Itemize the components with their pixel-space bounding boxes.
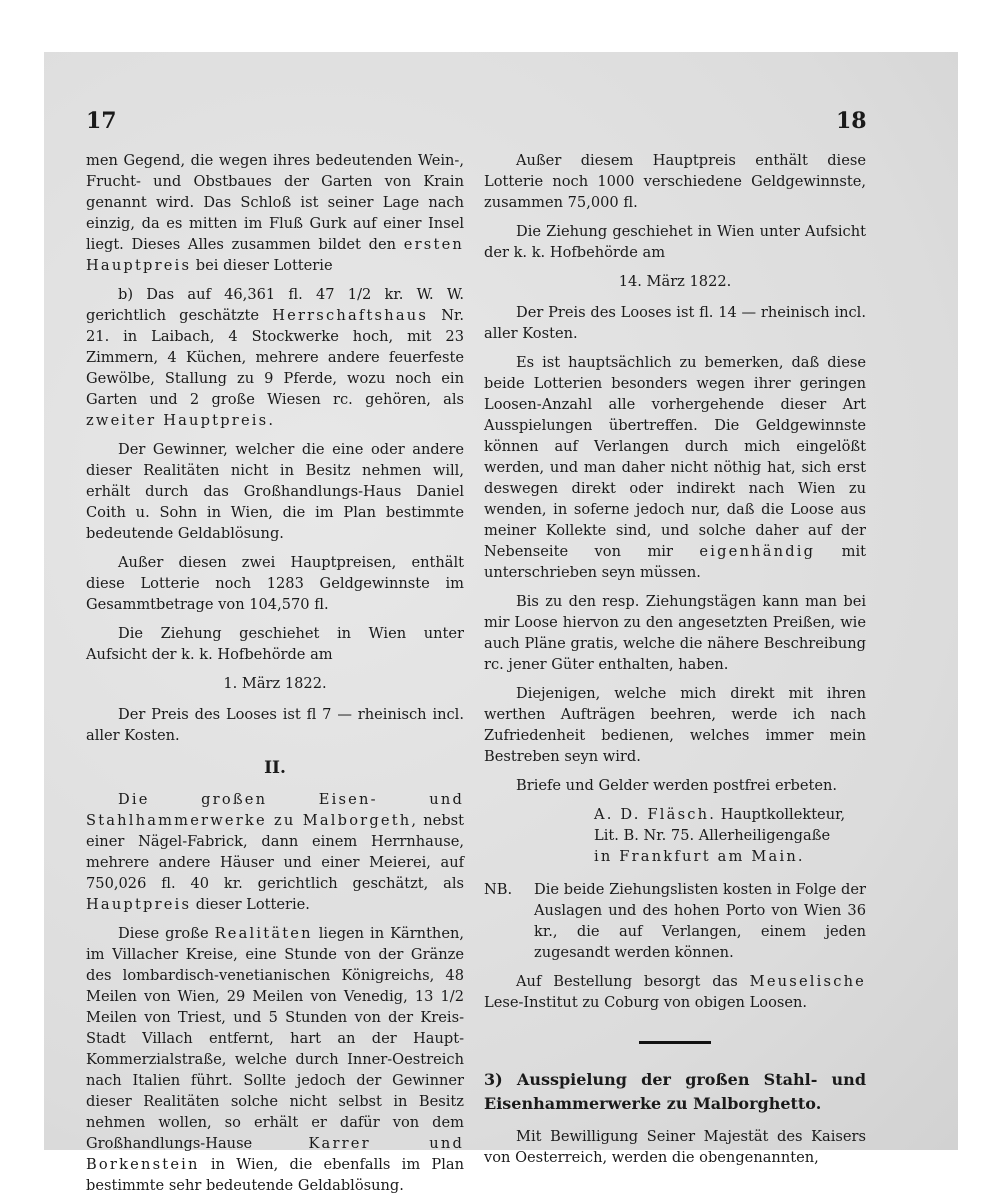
drawing-date: 14. März 1822. (618, 273, 732, 290)
paragraph: Mit Bewilligung Seiner Majestät des Kaisers von Oesterreich, werden die obengenannten, (484, 1128, 866, 1166)
right-page-number: 18 (836, 108, 867, 134)
collector-name: A. D. Fläsch. (594, 806, 717, 823)
paragraph: Die Ziehung geschiehet in Wien unter Aufsicht der k. k. Hofbehörde am (484, 223, 866, 261)
right-column (484, 150, 866, 1176)
paragraph: Es ist hauptsächlich zu bemerken, daß diese beide Lotterien besonders wegen ihrer geringen Loosen-Anzahl alle vorhergehende dieser Art Ausspielungen übertreffen. Die Geldgewinnste können auf Verlangen durch mich eingelößt werden, und man daher nicht nöthig hat, sich erst deswegen direkt oder indirekt nach Wien zu wenden, in soferne jedoch nur, daß die Loose aus meiner Kollekte sind, und solche daher auf der Nebenseite von mir eigenhändig mit unterschrieben seyn müssen. (484, 354, 867, 581)
paragraph: Die Ziehung geschiehet in Wien unter Aufsicht der k. k. Hofbehörde am (86, 625, 464, 663)
collector-city: in Frankfurt am Main. (594, 848, 805, 865)
left-page-number: 17 (86, 108, 117, 134)
paragraph: Der Preis des Looses ist fl. 14 — rheinisch incl. aller Kosten. (484, 304, 866, 342)
paragraph: Diejenigen, welche mich direkt mit ihren werthen Aufträgen beehren, werde ich nach Zufriedenheit bedienen, welches immer mein Bestreben seyn wird. (484, 685, 866, 765)
section-number: II. (264, 758, 286, 778)
collector-signature (484, 804, 866, 867)
left-column (86, 150, 464, 1204)
paragraph: Außer diesen zwei Hauptpreisen, enthält diese Lotterie noch 1283 Geldgewinnste im Gesammtbetrage von 104,570 fl. (86, 554, 464, 613)
paragraph: Der Gewinner, welcher die eine oder andere dieser Realitäten nicht in Besitz nehmen will, erhält durch das Großhandlungs-Haus Daniel Coith u. Sohn in Wien, die im Plan bestimmte bedeutende Geldablösung. (86, 441, 464, 542)
collector-address: Lit. B. Nr. 75. Allerheiligengaße (594, 827, 831, 844)
paragraph: Auf Bestellung besorgt das Meuselische Lese-Institut zu Coburg von obigen Loosen. (484, 973, 867, 1011)
section-divider (639, 1041, 711, 1044)
paragraph: Briefe und Gelder werden postfrei erbeten. (516, 777, 838, 794)
nota-bene (484, 879, 866, 963)
paragraph: Die großen Eisen- und Stahlhammerwerke zu Malborgeth, nebst einer Nägel-Fabrick, dann einem Herrnhause, mehrere andere Häuser und einer Meierei, auf 750,026 fl. 40 kr. gerichtlich geschätzt, als Hauptpreis dieser Lotterie. (86, 791, 465, 913)
paragraph: b) Das auf 46,361 fl. 47 1/2 kr. W. W. gerichtlich geschätzte Herrschaftshaus Nr. 21. in Laibach, 4 Stockwerke hoch, mit 23 Zimmern, 4 Küchen, mehrere andere feuerfeste Gewölbe, Stallung zu 9 Pferde, wozu noch ein Garten und 2 große Wiesen rc. gehören, als zweiter Hauptpreis. (86, 286, 465, 429)
nb-text: Die beide Ziehungslisten kosten in Folge der Auslagen und des hohen Porto von Wien 36 kr., die auf Verlangen, einem jeden zugesandt werden können. (534, 881, 866, 961)
paragraph: Bis zu den resp. Ziehungstägen kann man bei mir Loose hiervon zu den angesetzten Preißen, wie auch Pläne gratis, welche die nähere Beschreibung rc. jener Güter enthalten, haben. (484, 593, 866, 673)
collector-title: Hauptkollekteur, (720, 806, 846, 823)
section-heading: 3) Ausspielung der großen Stahl- und Eisenhammerwerke zu Malborghetto. (484, 1070, 866, 1113)
paragraph: men Gegend, die wegen ihres bedeutenden Wein-, Frucht- und Obstbaues der Garten von Krain genannt wird. Das Schloß ist seiner Lage nach einzig, da es mitten im Fluß Gurk auf einer Insel liegt. Dieses Alles zusammen bildet den ersten Hauptpreis bei dieser Lotterie (86, 152, 464, 274)
paragraph: Diese große Realitäten liegen in Kärnthen, im Villacher Kreise, eine Stunde von der Gränze des lombardisch-venetianischen Königreichs, 48 Meilen von Wien, 29 Meilen von Venedig, 13 1/2 Meilen von Triest, und 5 Stunden von der Kreis-Stadt Villach entfernt, hart an der Haupt- Kommerzialstraße, welche durch Inner-Oestreich nach Italien führt. Sollte jedoch der Gewinner dieser Realitäten solche nicht selbst in Besitz nehmen wollen, so erhält er dafür von dem Großhandlungs-Hause Karrer und Borkenstein in Wien, die ebenfalls im Plan bestimmte sehr bedeutende Geldablösung. (86, 925, 465, 1194)
paragraph: Außer diesem Hauptpreis enthält diese Lotterie noch 1000 verschiedene Geldgewinnste, zusammen 75,000 fl. (484, 152, 866, 211)
paragraph: Der Preis des Looses ist fl 7 — rheinisch incl. aller Kosten. (86, 706, 464, 744)
drawing-date: 1. März 1822. (223, 675, 327, 692)
nb-label: NB. (484, 881, 513, 898)
